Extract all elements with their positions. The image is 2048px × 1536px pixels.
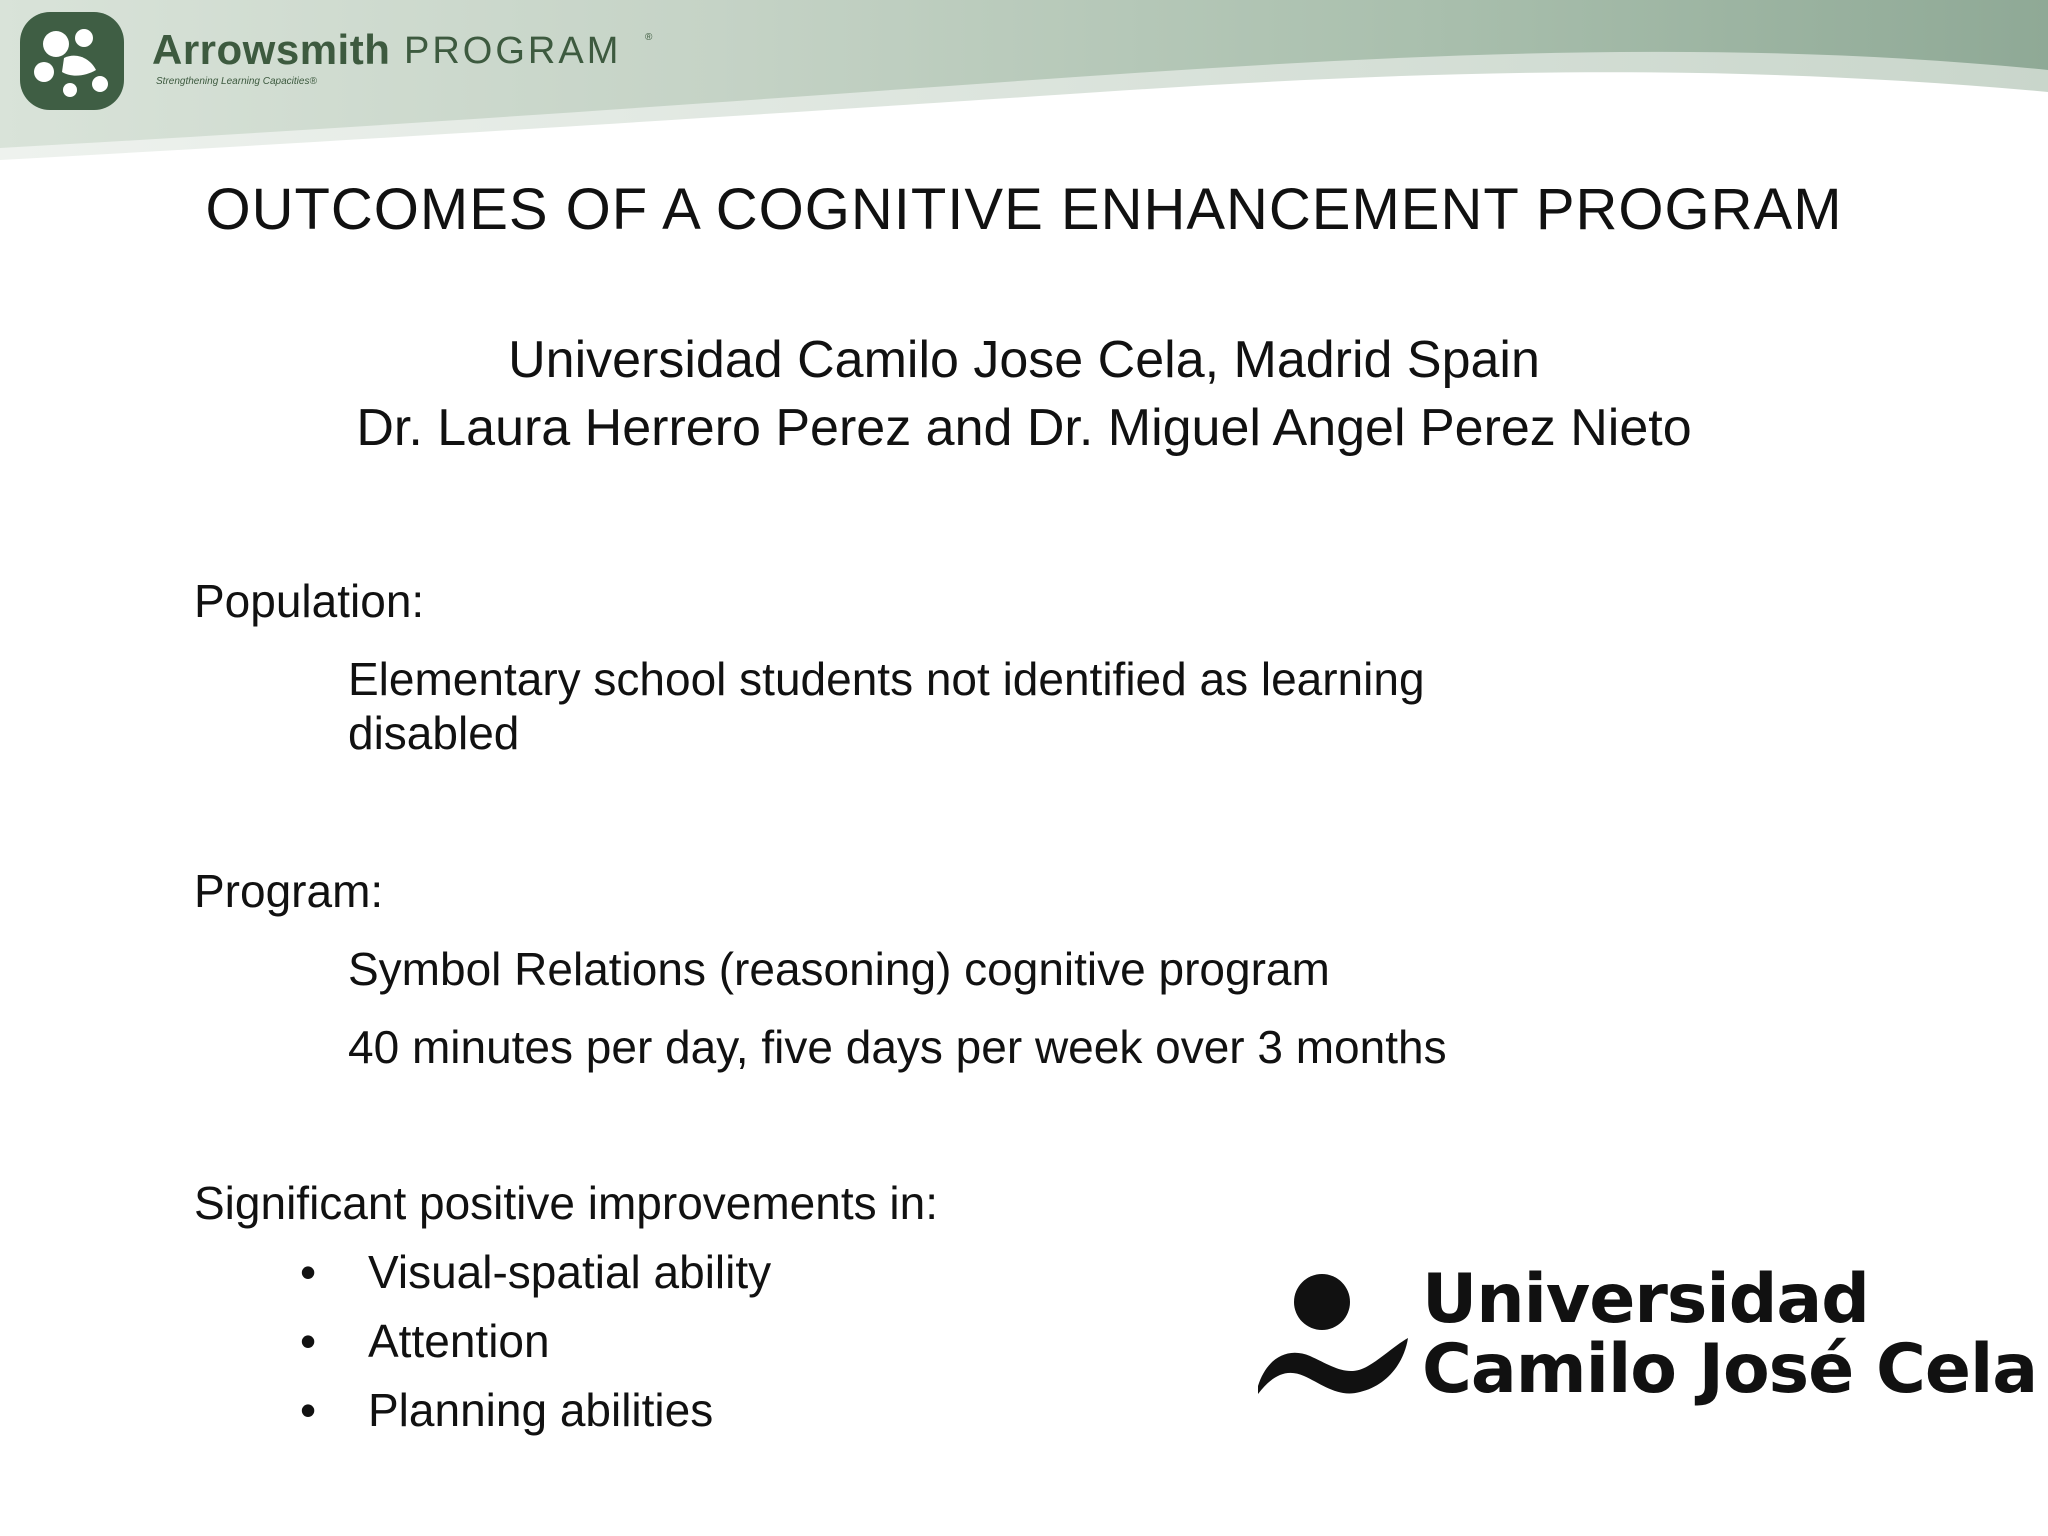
list-item-text: Planning abilities — [368, 1384, 714, 1436]
authors-line: Dr. Laura Herrero Perez and Dr. Miguel Angel Perez Nieto — [356, 399, 1692, 457]
arrowsmith-puzzle-icon — [16, 8, 128, 114]
university-logo — [1256, 1260, 2038, 1418]
list-item-text: Visual-spatial ability — [368, 1246, 772, 1298]
list-item — [300, 1376, 771, 1445]
page-title: OUTCOMES OF A COGNITIVE ENHANCEMENT PROGRAM — [205, 177, 1843, 242]
list-item — [300, 1238, 771, 1307]
university-name-line-2: Camilo José Cela — [1422, 1330, 2038, 1409]
population-text: Elementary school students not identified as learning disabled — [348, 653, 1425, 759]
list-item-text: Attention — [368, 1315, 550, 1367]
program-line-1: Symbol Relations (reasoning) cognitive program — [348, 943, 1330, 995]
institution-line: Universidad Camilo Jose Cela, Madrid Spain — [508, 331, 1540, 389]
program-line-2: 40 minutes per day, five days per week over 3 months — [348, 1021, 1447, 1073]
ucjc-figure-icon — [1256, 1268, 1412, 1404]
brand-tagline: Strengthening Learning Capacities® — [156, 76, 317, 87]
improvements-label: Significant positive improvements in: — [194, 1177, 938, 1229]
program-label: Program: — [194, 865, 384, 917]
bullet: • — [300, 1384, 317, 1436]
population-label: Population: — [194, 575, 425, 627]
bullet: • — [300, 1315, 317, 1367]
brand-trademark: ® — [645, 32, 653, 43]
brand-program: PROGRAM — [404, 30, 622, 72]
list-item — [300, 1307, 771, 1376]
brand-name: Arrowsmith — [152, 26, 391, 73]
bullet: • — [300, 1246, 317, 1298]
improvements-list — [300, 1238, 771, 1445]
university-name-line-1: Universidad — [1422, 1260, 1869, 1339]
